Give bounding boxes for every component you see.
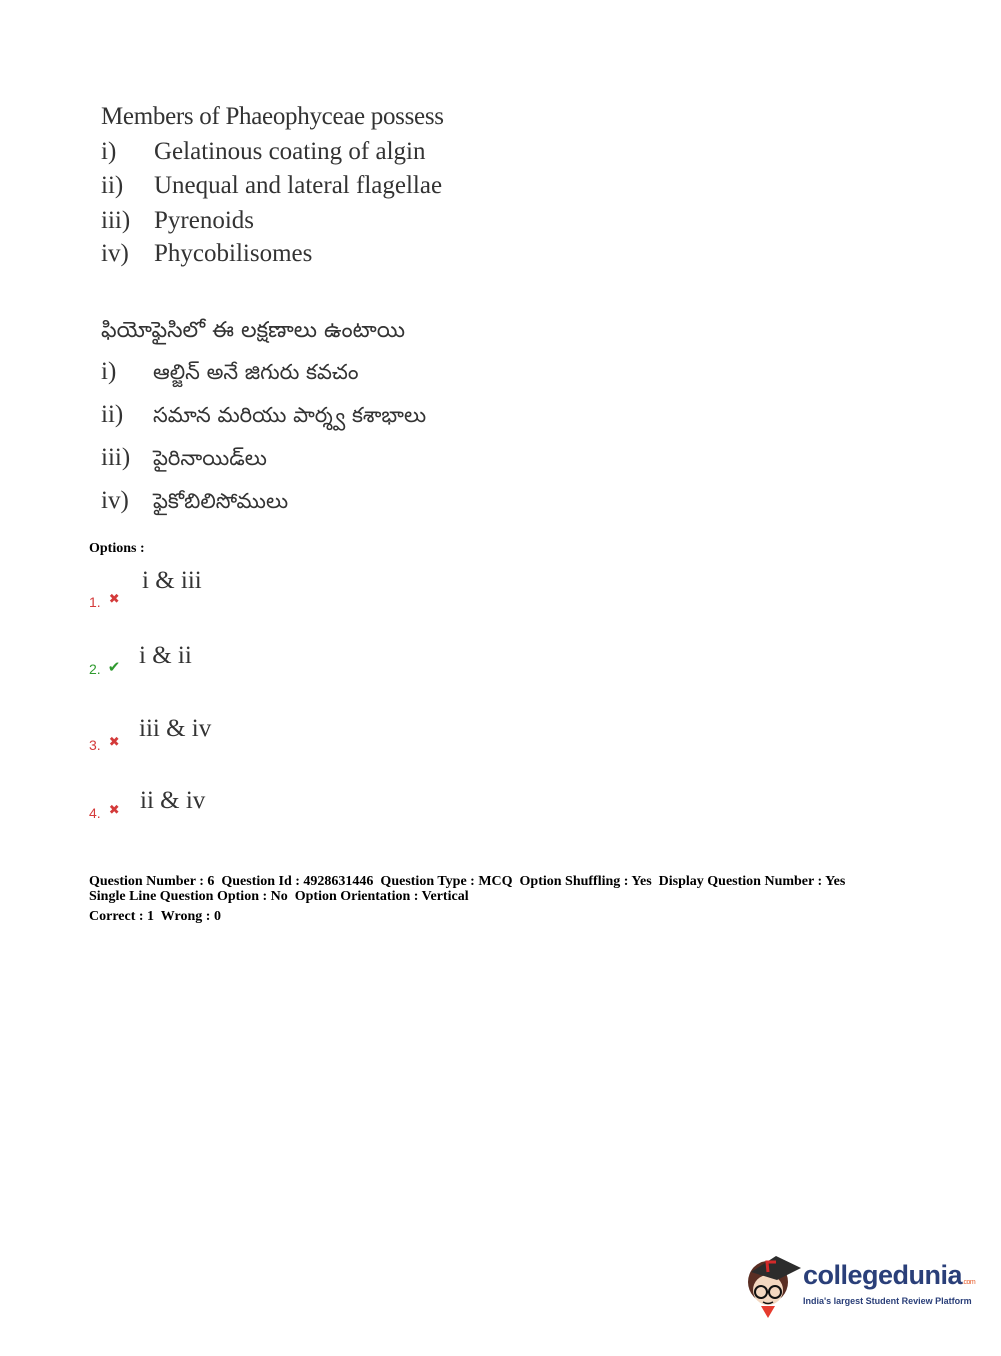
option-number: 4. xyxy=(89,805,101,821)
score-metadata: Correct : 1 Wrong : 0 xyxy=(89,909,221,924)
check-mark-icon: ✔ xyxy=(107,658,121,676)
option-1-marker xyxy=(89,594,120,612)
option-3-text: iii & iv xyxy=(139,715,212,742)
telugu-item-text: ఆల్జిన్ అనే జిగురు కవచం xyxy=(153,360,359,384)
wrong-mark-icon: ✖ xyxy=(108,803,120,818)
logo-domain: .com xyxy=(962,1279,976,1286)
question-item-text: Gelatinous coating of algin xyxy=(154,138,426,165)
telugu-item-text: పైరినాయిడ్‌లు xyxy=(153,446,267,470)
mascot-icon xyxy=(741,1250,803,1320)
telugu-item-text: సమాన మరియు పార్శ్వ కశాభాలు xyxy=(153,403,427,427)
option-1-text: i & iii xyxy=(142,567,202,594)
options-label: Options : xyxy=(89,541,145,556)
question-item-number: ii) xyxy=(101,172,124,199)
option-number: 3. xyxy=(89,737,101,753)
telugu-item-number: i) xyxy=(101,358,117,385)
option-2-text: i & ii xyxy=(139,642,192,669)
question-metadata-line: Single Line Question Option : No Option Orientation : Vertical xyxy=(89,889,469,904)
telugu-item-text: ఫైకోబిలిసోములు xyxy=(153,489,289,513)
question-item-text: Phycobilisomes xyxy=(154,240,313,267)
telugu-item-number: ii) xyxy=(101,401,124,428)
logo-tagline: India's largest Student Review Platform xyxy=(803,1296,972,1306)
telugu-item-number: iv) xyxy=(101,487,129,514)
wrong-mark-icon: ✖ xyxy=(108,735,120,750)
collegedunia-logo xyxy=(741,1250,976,1320)
option-4-text: ii & iv xyxy=(140,787,206,814)
question-title: Members of Phaeophyceae possess xyxy=(101,103,444,130)
wrong-mark-icon: ✖ xyxy=(108,592,120,607)
option-3-marker xyxy=(89,737,120,755)
logo-name: collegedunia xyxy=(803,1260,963,1290)
option-2-marker xyxy=(89,660,120,679)
question-metadata-line: Question Number : 6 Question Id : 4928631446 Question Type : MCQ Option Shuffling : Yes Display Question Number : Yes xyxy=(89,874,846,889)
logo-wordmark xyxy=(803,1260,975,1291)
option-number: 2. xyxy=(89,661,101,677)
telugu-question-title: ఫియోఫైసిలో ఈ లక్షణాలు ఉంటాయి xyxy=(101,318,406,343)
question-item-text: Pyrenoids xyxy=(154,207,254,234)
question-item-number: iii) xyxy=(101,207,131,234)
question-item-number: i) xyxy=(101,138,117,165)
option-number: 1. xyxy=(89,594,101,610)
question-item-number: iv) xyxy=(101,240,129,267)
option-4-marker xyxy=(89,805,120,823)
telugu-item-number: iii) xyxy=(101,444,131,471)
question-item-text: Unequal and lateral flagellae xyxy=(154,172,443,199)
